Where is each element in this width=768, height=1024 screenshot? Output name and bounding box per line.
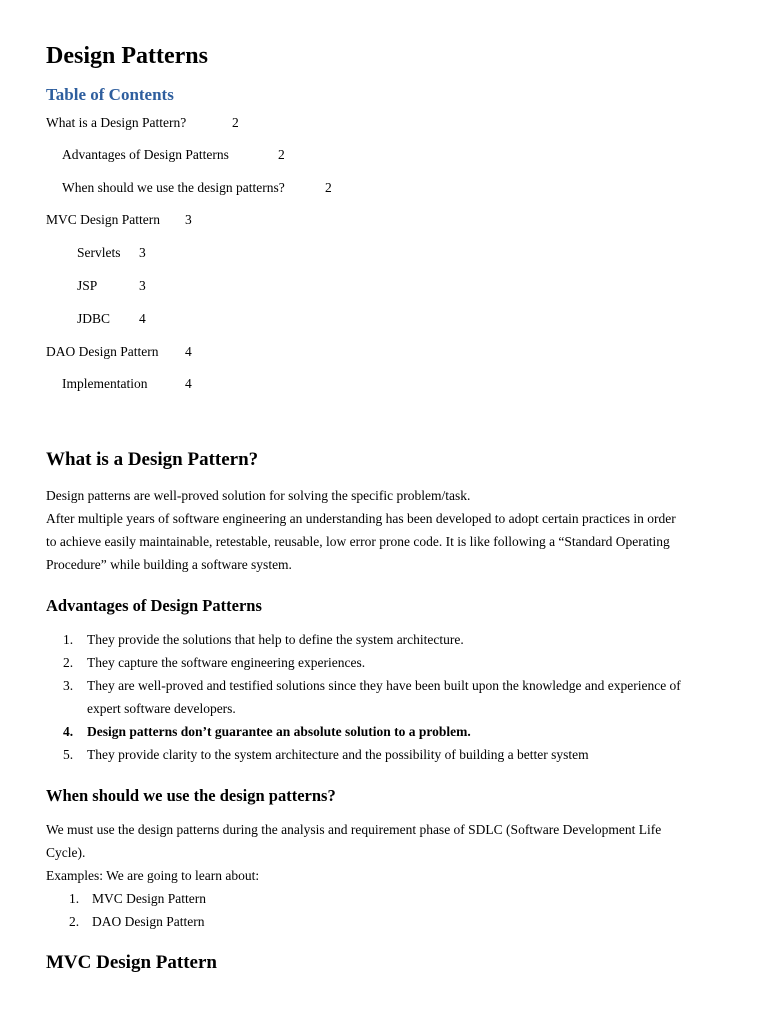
toc-entry-jdbc[interactable]: [77, 311, 146, 327]
paragraph-line: Design patterns are well-proved solution for solving the specific problem/task.: [46, 488, 471, 503]
toc-entry-page: 4: [185, 344, 192, 359]
list-item: 4. Design patterns don’t guarantee an absolute solution to a problem.: [63, 724, 471, 739]
toc-entry-label: Servlets: [77, 245, 121, 260]
list-item: 3. They are well-proved and testified solutions since they have been built upon the knowledge and experience of expert software developers.: [63, 678, 681, 716]
paragraph-line: to achieve easily maintainable, retestable, reusable, low error prone code. It is like following a “Standard Operating: [46, 534, 670, 549]
section-when-paragraph: [46, 818, 661, 933]
paragraph-line: Cycle).: [46, 845, 86, 860]
toc-entry-label: MVC Design Pattern: [46, 212, 160, 227]
toc-entry-page: 2: [232, 115, 239, 130]
toc-entry-page: 3: [139, 278, 146, 293]
toc-entry-page: 2: [325, 180, 332, 195]
toc-entry-page: 4: [139, 311, 146, 326]
toc-entry-label: Implementation: [62, 376, 148, 391]
paragraph-line: After multiple years of software engineering an understanding has been developed to adopt certain practices in order: [46, 511, 676, 526]
list-item: 1. They provide the solutions that help to define the system architecture.: [63, 632, 464, 647]
toc-entry-label: What is a Design Pattern?: [46, 115, 187, 130]
section-heading-what-is: What is a Design Pattern?: [46, 449, 259, 470]
paragraph-line: We must use the design patterns during the analysis and requirement phase of SDLC (Software Development Life: [46, 822, 662, 837]
toc-entry-what-is[interactable]: [46, 115, 239, 131]
paragraph-line: Examples: We are going to learn about:: [46, 868, 260, 883]
toc-entry-mvc[interactable]: [46, 212, 192, 228]
section-what-paragraph: [46, 484, 676, 576]
toc-entry-page: 2: [278, 147, 285, 162]
toc-entry-page: 3: [139, 245, 146, 260]
toc-entry-dao[interactable]: [46, 344, 192, 360]
toc-entry-label: DAO Design Pattern: [46, 344, 159, 359]
paragraph-line: Procedure” while building a software system.: [46, 557, 292, 572]
list-item: 5. They provide clarity to the system architecture and the possibility of building a better system: [63, 747, 589, 762]
toc-entry-jsp[interactable]: [77, 278, 146, 294]
section-heading-mvc: MVC Design Pattern: [46, 952, 217, 973]
list-item: 2. They capture the software engineering experiences.: [63, 655, 366, 670]
list-item: 1. MVC Design Pattern: [69, 891, 206, 906]
toc-entry-implementation[interactable]: [62, 376, 192, 392]
toc-entry-label: Advantages of Design Patterns: [62, 147, 229, 162]
toc-entry-advantages[interactable]: [62, 147, 285, 163]
section-heading-advantages: Advantages of Design Patterns: [46, 596, 262, 615]
toc-entry-page: 4: [185, 376, 192, 391]
document-title: Design Patterns: [46, 43, 208, 69]
advantages-list: [46, 628, 681, 766]
toc-entry-label: When should we use the design patterns?: [62, 180, 285, 195]
toc-entry-page: 3: [185, 212, 192, 227]
toc-entry-servlets[interactable]: [77, 245, 146, 261]
list-item: 2. DAO Design Pattern: [69, 914, 205, 929]
toc-entry-label: JSP: [77, 278, 98, 293]
toc-entry-when[interactable]: [62, 180, 332, 196]
toc-heading: Table of Contents: [46, 85, 174, 104]
section-heading-when: When should we use the design patterns?: [46, 786, 336, 805]
toc-entry-label: JDBC: [77, 311, 111, 326]
